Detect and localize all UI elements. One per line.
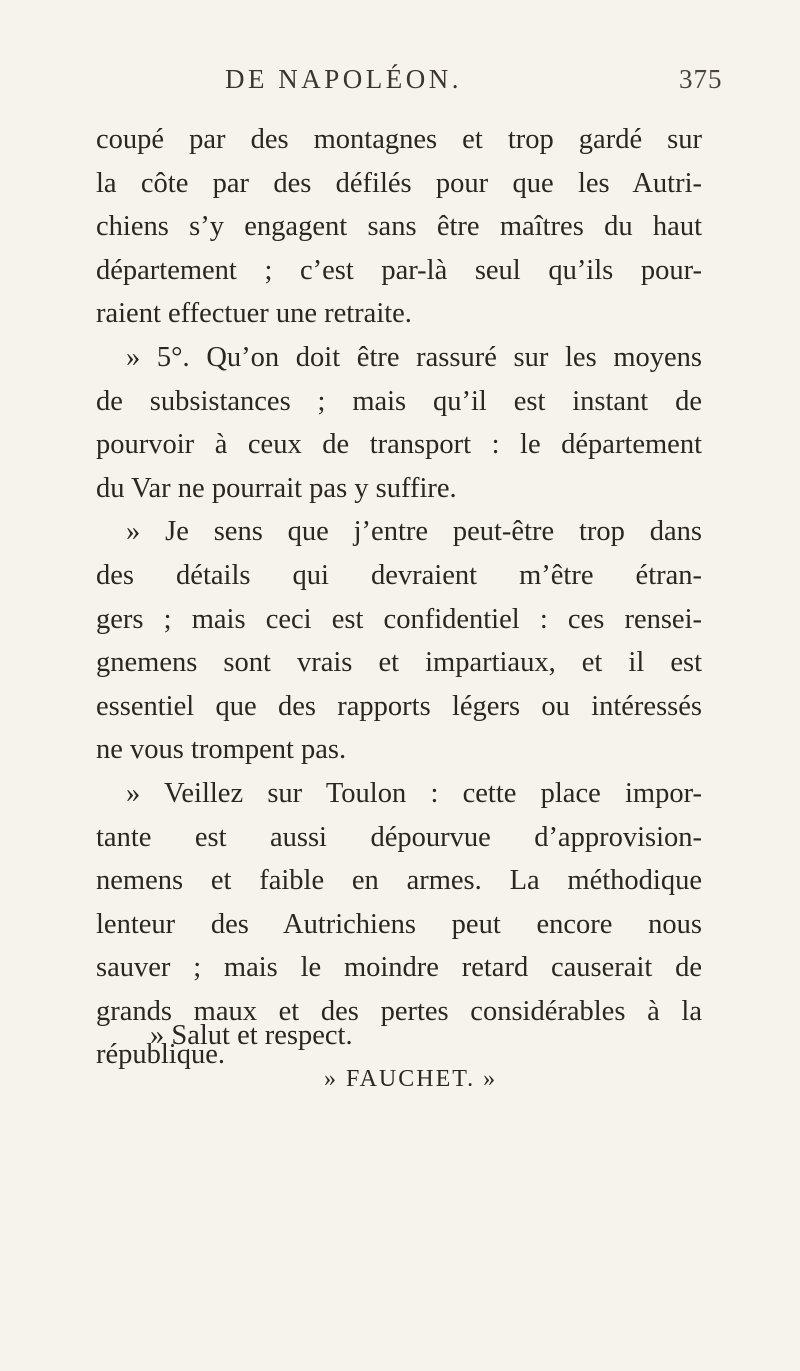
text-line: sauver ; mais le moindre retard causerait de bbox=[96, 952, 702, 984]
body-text bbox=[96, 118, 702, 1077]
text-line: lenteur des Autrichiens peut encore nous bbox=[96, 908, 702, 940]
text-line: ne vous trompent pas. bbox=[96, 734, 347, 766]
text-line: » Je sens que j’entre peut-être trop dans bbox=[126, 516, 702, 548]
text-line: département ; c’est par-là seul qu’ils pour- bbox=[96, 254, 702, 286]
closing-salutation: » Salut et respect. bbox=[150, 1020, 353, 1051]
signature: » FAUCHET. » bbox=[324, 1066, 498, 1092]
text-line: nemens et faible en armes. La méthodique bbox=[96, 865, 702, 897]
text-line: essentiel que des rapports légers ou intéressés bbox=[96, 690, 702, 722]
text-line: tante est aussi dépourvue d’approvision- bbox=[96, 821, 702, 853]
text-line: » 5°. Qu’on doit être rassuré sur les moyens bbox=[126, 341, 702, 373]
text-line: du Var ne pourrait pas y suffire. bbox=[96, 472, 457, 504]
text-line: gers ; mais ceci est confidentiel : ces rensei- bbox=[96, 603, 702, 635]
text-line: république. bbox=[96, 1039, 226, 1071]
text-line: » Veillez sur Toulon : cette place impor- bbox=[126, 777, 702, 809]
text-line: la côte par des défilés pour que les Autri- bbox=[96, 167, 702, 199]
text-line: grands maux et des pertes considérables à la bbox=[96, 995, 702, 1027]
text-line: pourvoir à ceux de transport : le département bbox=[96, 429, 702, 461]
text-line: gnemens sont vrais et impartiaux, et il est bbox=[96, 647, 702, 679]
running-head bbox=[0, 64, 800, 104]
text-line: de subsistances ; mais qu’il est instant de bbox=[96, 385, 702, 417]
text-line: des détails qui devraient m’être étran- bbox=[96, 559, 702, 591]
text-line: coupé par des montagnes et trop gardé sur bbox=[96, 124, 702, 155]
text-line: chiens s’y engagent sans être maîtres du haut bbox=[96, 211, 702, 243]
page-number: 375 bbox=[679, 64, 723, 94]
text-line: raient effectuer une retraite. bbox=[96, 298, 412, 330]
running-head-title: DE NAPOLÉON. bbox=[225, 64, 462, 94]
